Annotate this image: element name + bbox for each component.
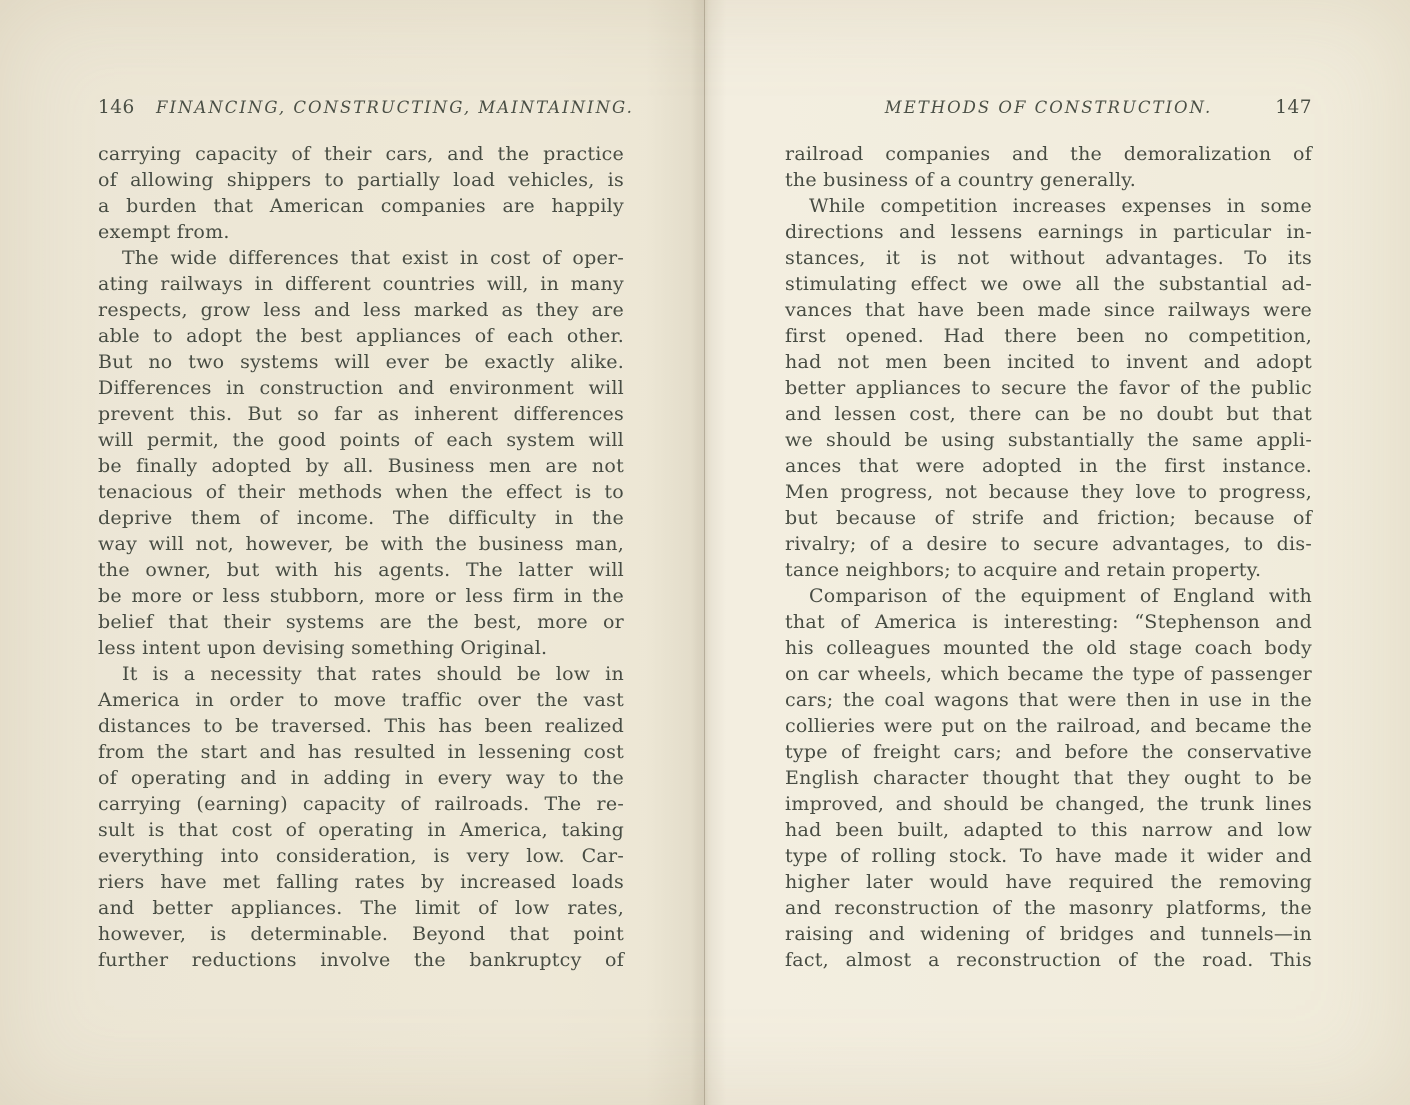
text-line: ating railways in different countries will, in many [98,273,624,295]
text-line: had not men been incited to invent and adopt [785,351,1312,373]
text-line: will permit, the good points of each system will [98,429,624,451]
text-line: distances to be traversed. This has been realized [98,715,624,737]
text-line: from the start and has resulted in lessening cost [98,741,624,763]
text-line: be more or less stubborn, more or less firm in the [98,585,624,607]
text-line: rivalry; of a desire to secure advantages, to dis- [785,533,1312,555]
text-line: riers have met falling rates by increased loads [98,871,624,893]
page-right [706,0,1410,1105]
text-line: The wide differences that exist in cost of oper- [122,247,624,269]
text-line: sult is that cost of operating in America, taking [98,819,624,841]
paragraph [98,141,624,245]
text-line: stances, it is not without advantages. To its [785,247,1312,269]
text-line: first opened. Had there been no competition, [785,325,1312,347]
text-line: we should be using substantially the same appli- [785,429,1312,451]
text-line: the business of a country generally. [785,169,1137,191]
text-line: tance neighbors; to acquire and retain property. [785,559,1262,581]
text-line: type of rolling stock. To have made it wider and [785,845,1312,867]
text-line: belief that their systems are the best, more or [98,611,624,633]
running-header-right [785,97,1312,118]
text-line: of operating and in adding in every way to the [98,767,624,789]
running-title-left: FINANCING, CONSTRUCTING, MAINTAINING. [156,98,634,117]
text-line: prevent this. But so far as inherent differences [98,403,624,425]
paragraph [785,193,1312,583]
text-line: exempt from. [98,221,230,243]
text-line: cars; the coal wagons that were then in use in the [785,689,1312,711]
text-line: raising and widening of bridges and tunnels—in [785,923,1312,945]
text-line: everything into consideration, is very low. Car- [98,845,624,867]
text-line: of allowing shippers to partially load vehicles, is [98,169,624,191]
text-line: improved, and should be changed, the trunk lines [785,793,1312,815]
text-line: and reconstruction of the masonry platforms, the [785,897,1312,919]
paragraph [98,245,624,661]
text-line: his colleagues mounted the old stage coach body [785,637,1312,659]
page-body-left [98,141,624,973]
page-number-left: 146 [98,97,135,118]
page-gutter-seam [704,0,705,1105]
text-line: English character thought that they ought to be [785,767,1312,789]
text-line: railroad companies and the demoralization of [785,143,1312,165]
text-line: America in order to move traffic over the vast [98,689,624,711]
text-line: further reductions involve the bankruptcy of [98,949,624,971]
text-line: Comparison of the equipment of England with [809,585,1312,607]
text-line: tenacious of their methods when the effect is to [98,481,624,503]
page-body-right [785,141,1312,973]
text-line: ances that were adopted in the first instance. [785,455,1312,477]
text-line: able to adopt the best appliances of each other. [98,325,624,347]
text-line: however, is determinable. Beyond that point [98,923,624,945]
running-title-right: METHODS OF CONSTRUCTION. [884,98,1213,117]
text-line: carrying (earning) capacity of railroads. The re- [98,793,624,815]
text-line: and lessen cost, there can be no doubt but that [785,403,1312,425]
text-line: stimulating effect we owe all the substantial ad- [785,273,1312,295]
text-line: type of freight cars; and before the conservative [785,741,1312,763]
text-line: and better appliances. The limit of low rates, [98,897,624,919]
text-line: a burden that American companies are happily [98,195,624,217]
text-line: Men progress, not because they love to progress, [785,481,1312,503]
text-line: had been built, adapted to this narrow and low [785,819,1312,841]
text-line: But no two systems will ever be exactly alike. [98,351,624,373]
page-left [0,0,704,1105]
text-line: but because of strife and friction; because of [785,507,1312,529]
running-header-left [98,97,634,118]
paragraph [785,141,1312,193]
text-line: higher later would have required the removing [785,871,1312,893]
paragraph [785,583,1312,973]
text-line: carrying capacity of their cars, and the practice [98,143,624,165]
text-line: collieries were put on the railroad, and became the [785,715,1312,737]
text-line: It is a necessity that rates should be low in [122,663,624,685]
paragraph [98,661,624,973]
text-line: be finally adopted by all. Business men are not [98,455,624,477]
text-line: the owner, but with his agents. The latter will [98,559,624,581]
text-line: vances that have been made since railways were [785,299,1312,321]
text-line: way will not, however, be with the business man, [98,533,624,555]
text-line: While competition increases expenses in some [809,195,1312,217]
text-line: respects, grow less and less marked as they are [98,299,624,321]
text-line: better appliances to secure the favor of the public [785,377,1312,399]
text-line: that of America is interesting: “Stephenson and [785,611,1312,633]
text-line: less intent upon devising something Original. [98,637,548,659]
text-line: deprive them of income. The difficulty in the [98,507,624,529]
text-line: fact, almost a reconstruction of the road. This [785,949,1312,971]
text-line: Differences in construction and environment will [98,377,624,399]
page-number-right: 147 [1275,97,1312,118]
text-line: on car wheels, which became the type of passenger [785,663,1312,685]
text-line: directions and lessens earnings in particular in- [785,221,1312,243]
